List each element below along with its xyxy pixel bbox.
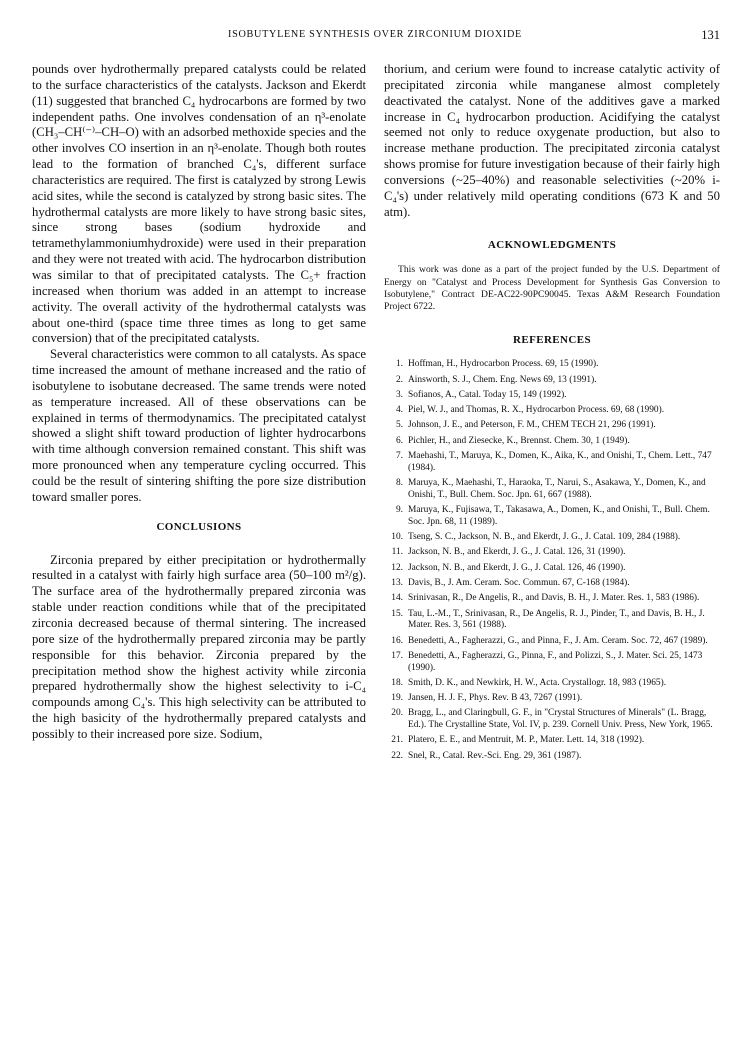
reference-text: Maruya, K., Fujisawa, T., Takasawa, A., Domen, K., and Onishi, T., Bull. Chem. Soc. Jpn. 68, 11 (1989). bbox=[408, 505, 710, 527]
body-paragraph-continued: pounds over hydrothermally prepared catalysts could be related to the surface characteristics of the catalysts. Jackson and Ekerdt (11) suggested that branched C₄ hydrocarbons are formed by two independent paths. One involves condensation of an η³-enolate (CH₃–CH⁽⁻⁾–CH–O) with an adsorbed methoxide species and the other involves CO insertion in an η³-enolate. Though both routes lead to the formation of branched C₄'s, different surface characteristics are required. The first is catalyzed by strong Lewis acid sites, while the second is catalyzed by strong basic sites. The hydrothermal catalysts are more likely to have strong basic sites, since strong bases (sodium hydroxide and tetramethylammoniumhydroxide) were used in their preparation and they were not treated with acid. The hydrocarbon distribution was similar to that of precipitated catalysts. The C₅+ fraction increased when thorium was added in an attempt to increase activity. The overall activity of the hydrothermal catalysts was about one-third (space time three times as long to get same conversion) that of the precipitated catalysts. bbox=[32, 62, 366, 346]
reference-text: Jansen, H. J. F., Phys. Rev. B 43, 7267 (1991). bbox=[408, 693, 583, 704]
acknowledgments-heading: ACKNOWLEDGMENTS bbox=[487, 239, 617, 252]
reference-item bbox=[384, 593, 720, 605]
reference-text: Ainsworth, S. J., Chem. Eng. News 69, 13 (1991). bbox=[408, 374, 597, 385]
reference-text: Benedetti, A., Fagherazzi, G., Pinna, F., and Polizzi, S., J. Mater. Sci. 25, 1473 (1990). bbox=[408, 650, 703, 673]
reference-item bbox=[384, 563, 720, 575]
reference-text: Maehashi, T., Maruya, K., Domen, K., Aika, K., and Onishi, T., Chem. Lett., 747 (1984). bbox=[408, 451, 712, 473]
reference-item bbox=[384, 636, 720, 648]
reference-item bbox=[384, 678, 720, 690]
reference-number: 22. bbox=[391, 750, 403, 761]
reference-text: Sofianos, A., Catal. Today 15, 149 (1992). bbox=[408, 389, 567, 400]
page-header bbox=[30, 29, 720, 47]
reference-item bbox=[384, 609, 720, 632]
reference-number: 13. bbox=[391, 577, 403, 588]
reference-text: Platero, E. E., and Mentruit, M. P., Mater. Lett. 14, 318 (1992). bbox=[408, 735, 645, 746]
reference-item bbox=[384, 505, 720, 528]
reference-number: 18. bbox=[391, 677, 403, 688]
reference-number: 6. bbox=[395, 435, 403, 446]
reference-item bbox=[384, 547, 720, 559]
reference-text: Tseng, S. C., Jackson, N. B., and Ekerdt, J. G., J. Catal. 109, 284 (1988). bbox=[408, 532, 681, 543]
reference-item bbox=[384, 735, 720, 747]
reference-number: 20. bbox=[391, 708, 403, 719]
body-paragraph-continued: thorium, and cerium were found to increase catalytic activity of precipitated zirconia while manganese almost completely deactivated the catalyst. None of the additives gave a marked increase in C₄ hydrocarbon production. Acidifying the catalyst seemed not only to reduce oxygenate production, but also to increase methane production. The precipitated zirconia catalyst shows promise for future investigation because of their fairly high conversions (~25–40%) and reasonable selectivities (~20% i-C₄'s) under relatively mild operating conditions (673 K and 50 atm). bbox=[384, 62, 720, 219]
reference-item bbox=[384, 436, 720, 448]
reference-number: 7. bbox=[395, 451, 403, 462]
page-number: 131 bbox=[701, 28, 720, 42]
reference-text: Maruya, K., Maehashi, T., Haraoka, T., Narui, S., Asakawa, Y., Domen, K., and Onishi, T., Bull. Chem. Soc. Jpn. 61, 667 (1988). bbox=[408, 478, 706, 500]
left-column bbox=[32, 62, 366, 743]
reference-item bbox=[384, 532, 720, 544]
reference-text: Pichler, H., and Ziesecke, K., Brennst. Chem. 30, 1 (1949). bbox=[408, 435, 630, 446]
reference-number: 16. bbox=[391, 635, 403, 646]
reference-number: 12. bbox=[391, 562, 403, 573]
references-heading: REFERENCES bbox=[513, 334, 591, 347]
body-paragraph: Several characteristics were common to all catalysts. As space time increased the amount of methane increased and the ratio of isobutylene to isobutane decreased. The same trends were noted as temperature increased. All of these observations can be explained in terms of thermodynamics. The precipitated catalyst showed a slight shift toward production of lighter hydrocarbons with time although conversion remained constant. This shift was more pronounced when any temperature cycling occurred. This could be the result of sintering shifting the pore size distribution toward smaller pores. bbox=[32, 347, 367, 504]
reference-item bbox=[384, 578, 720, 590]
conclusions-paragraph: Zirconia prepared by either precipitation or hydrothermally resulted in a catalyst with fairly high surface area (50–100 m²/g). The surface area of the hydrothermally prepared zirconia was stable under reaction conditions while that of the precipitated zirconia decreased because of thermal sintering. The increased pore size of the hydrothermally prepared zirconia may be partly responsible for this behavior. Zirconia prepared by the precipitation method show the highest activity while zirconia prepared hydrothermally show the highest selectivity to i-C₄ compounds among C₄'s. This high selectivity can be attributed to the high basicity of the hydrothermally prepared catalysts and possibly to their increased pore size. Sodium, bbox=[32, 552, 366, 741]
reference-text: Benedetti, A., Fagherazzi, G., and Pinna, F., J. Am. Ceram. Soc. 72, 467 (1989). bbox=[408, 635, 708, 646]
reference-item bbox=[384, 751, 720, 763]
running-title: ISOBUTYLENE SYNTHESIS OVER ZIRCONIUM DIOXIDE bbox=[228, 29, 522, 40]
conclusions-heading: CONCLUSIONS bbox=[156, 520, 242, 533]
reference-number: 11. bbox=[391, 547, 403, 558]
reference-number: 21. bbox=[391, 735, 403, 746]
reference-item bbox=[384, 375, 720, 387]
reference-number: 17. bbox=[391, 650, 403, 661]
reference-item bbox=[384, 693, 720, 705]
acknowledgments-text: This work was done as a part of the project funded by the U.S. Department of Energy on "Catalyst and Process Development for Synthesis Gas Conversion to Isobutylene," Contract DE-AC22-90PC90045. Texas A&M Research Foundation Project 6722. bbox=[384, 264, 720, 313]
reference-item bbox=[384, 708, 720, 731]
reference-text: Srinivasan, R., De Angelis, R., and Davis, B. H., J. Mater. Res. 1, 583 (1986). bbox=[408, 593, 700, 604]
reference-number: 1. bbox=[395, 359, 403, 370]
reference-number: 2. bbox=[395, 374, 403, 385]
reference-text: Smith, D. K., and Newkirk, H. W., Acta. Crystallogr. 18, 983 (1965). bbox=[408, 677, 667, 688]
reference-list bbox=[384, 359, 720, 762]
reference-item bbox=[384, 390, 720, 402]
right-column bbox=[384, 62, 720, 766]
reference-text: Davis, B., J. Am. Ceram. Soc. Commun. 67, C-168 (1984). bbox=[408, 577, 630, 588]
reference-text: Hoffman, H., Hydrocarbon Process. 69, 15 (1990). bbox=[408, 359, 599, 370]
reference-number: 4. bbox=[395, 405, 403, 416]
reference-number: 3. bbox=[395, 389, 403, 400]
reference-text: Bragg, L., and Claringbull, G. F., in "Crystal Structures of Minerals" (L. Bragg, Ed.). The Crystalline State, Vol. IV, p. 239. Cornell Univ. Press, New York, 1965. bbox=[408, 708, 713, 731]
reference-number: 19. bbox=[391, 693, 403, 704]
reference-item bbox=[384, 405, 720, 417]
reference-text: Jackson, N. B., and Ekerdt, J. G., J. Catal. 126, 31 (1990). bbox=[408, 547, 626, 558]
reference-item bbox=[384, 451, 720, 474]
reference-item bbox=[384, 359, 720, 371]
reference-number: 10. bbox=[391, 532, 403, 543]
reference-item bbox=[384, 651, 720, 674]
reference-number: 14. bbox=[391, 593, 403, 604]
reference-number: 5. bbox=[395, 420, 403, 431]
reference-text: Jackson, N. B., and Ekerdt, J. G., J. Catal. 126, 46 (1990). bbox=[408, 562, 626, 573]
reference-number: 8. bbox=[395, 478, 403, 489]
reference-item bbox=[384, 478, 720, 501]
reference-number: 9. bbox=[395, 505, 403, 516]
reference-number: 15. bbox=[391, 608, 403, 619]
reference-text: Tau, L.-M., T., Srinivasan, R., De Angelis, R. J., Pinder, T., and Davis, B. H., J. Mater. Res. 3, 561 (1988). bbox=[408, 608, 705, 631]
reference-item bbox=[384, 420, 720, 432]
reference-text: Snel, R., Catal. Rev.-Sci. Eng. 29, 361 (1987). bbox=[408, 750, 582, 761]
reference-text: Johnson, J. E., and Peterson, F. M., CHEM TECH 21, 296 (1991). bbox=[408, 420, 656, 431]
reference-text: Piel, W. J., and Thomas, R. X., Hydrocarbon Process. 69, 68 (1990). bbox=[408, 405, 665, 416]
